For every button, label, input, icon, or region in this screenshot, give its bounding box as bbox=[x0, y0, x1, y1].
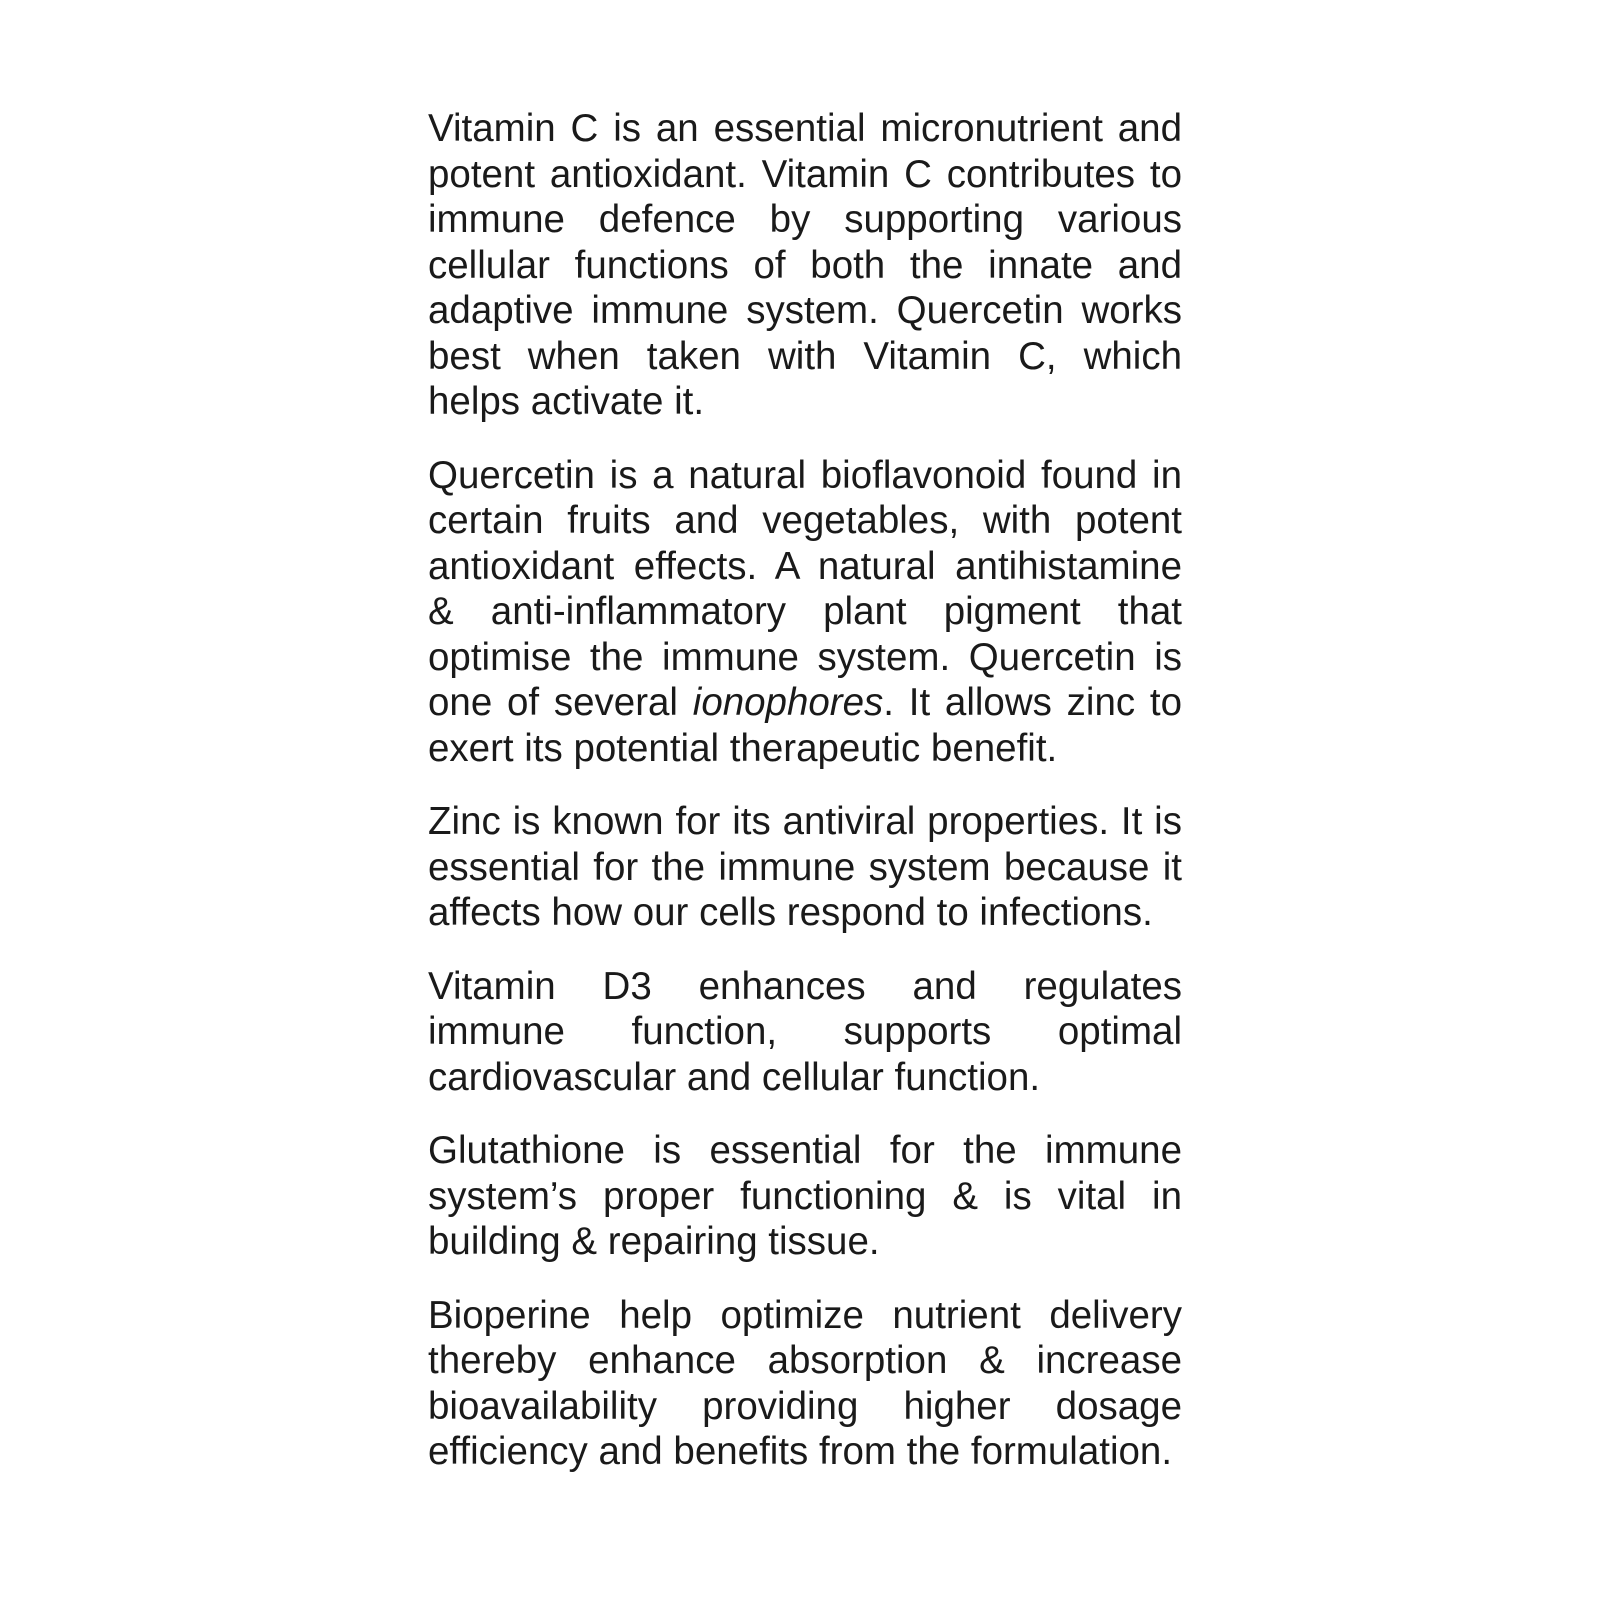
paragraph-vitamin-c: Vitamin C is an essential micronutrient and potent antioxidant. Vitamin C contributes to immune defence by supporting various cellular functions of both the innate and adaptive immune system. Quercetin works best when taken with Vitamin C, which helps activate it. bbox=[428, 107, 1182, 423]
quercetin-text-end: . It allows zinc to exert its potential therapeutic benefit. bbox=[428, 681, 1183, 770]
paragraph-vitamin-d3: Vitamin D3 enhances and regulates immune function, supports optimal cardiovascular and cellular function. bbox=[428, 964, 1182, 1099]
paragraph-bioperine: Bioperine help optimize nutrient delivery thereby enhance absorption & increase bioavailability providing higher dosage efficiency and benefits from the formulation. bbox=[428, 1293, 1182, 1473]
paragraph-glutathione: Glutathione is essential for the immune system’s proper functioning & is vital in building & repairing tissue. bbox=[428, 1129, 1182, 1263]
paragraph-zinc: Zinc is known for its antiviral properties. It is essential for the immune system because it affects how our cells respond to infections. bbox=[428, 800, 1182, 934]
ionophores-term: ionophores bbox=[692, 681, 884, 724]
ingredient-descriptions bbox=[428, 106, 1182, 1475]
paragraph-quercetin bbox=[428, 453, 1182, 772]
quercetin-text-start: Quercetin is a natural bioflavonoid found in certain fruits and vegetables, with potent antioxidant effects. A natural antihistamine & anti-inflammatory plant pigment that optimise the immune system. Quercetin is one of several bbox=[428, 453, 1182, 724]
